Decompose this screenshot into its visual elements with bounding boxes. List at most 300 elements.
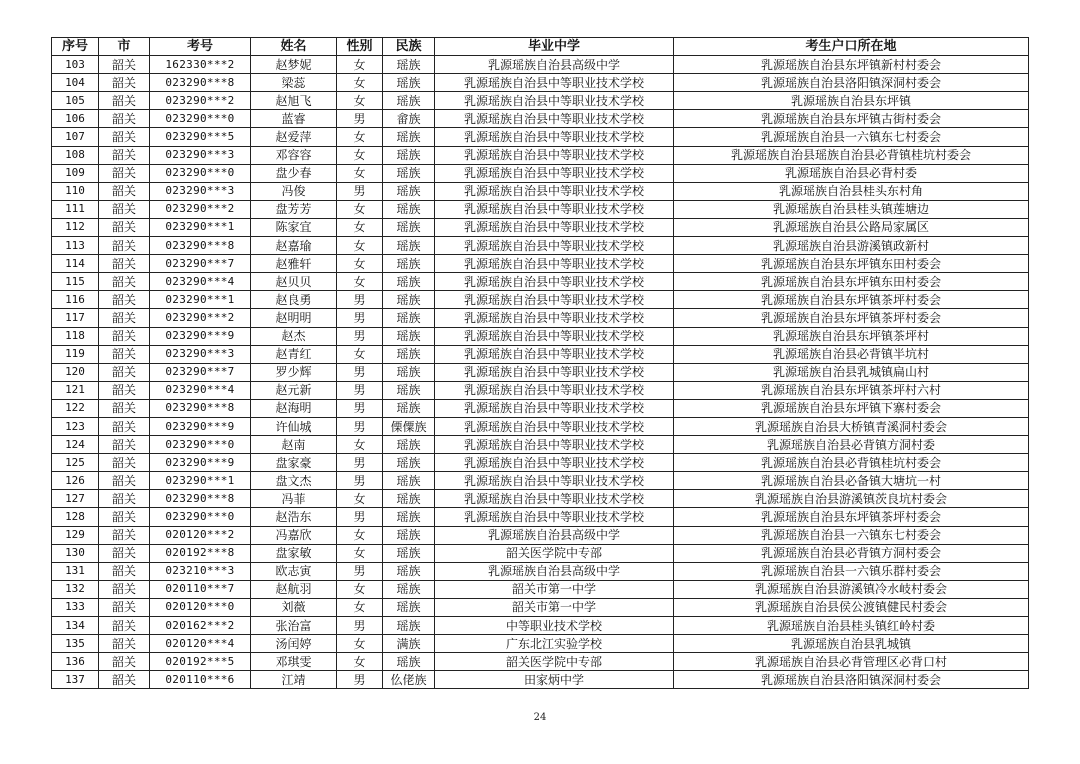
- cell-residence: 乳源瑶族自治县必背镇桂坑村委会: [674, 454, 1029, 472]
- cell-gender: 男: [337, 327, 383, 345]
- cell-gender: 女: [337, 490, 383, 508]
- cell-name: 罗少辉: [251, 363, 337, 381]
- cell-index: 111: [52, 200, 99, 218]
- cell-city: 韶关: [99, 164, 150, 182]
- cell-school: 乳源瑶族自治县高级中学: [435, 526, 674, 544]
- cell-city: 韶关: [99, 381, 150, 399]
- cell-gender: 女: [337, 255, 383, 273]
- table-row: [52, 635, 1029, 653]
- cell-residence: 乳源瑶族自治县一六镇东七村委会: [674, 526, 1029, 544]
- cell-city: 韶关: [99, 399, 150, 417]
- cell-school: 乳源瑶族自治县中等职业技术学校: [435, 291, 674, 309]
- cell-gender: 男: [337, 508, 383, 526]
- cell-residence: 乳源瑶族自治县桂头镇红岭村委: [674, 617, 1029, 635]
- cell-index: 126: [52, 472, 99, 490]
- cell-exam-id: 023290***2: [150, 200, 251, 218]
- cell-index: 121: [52, 381, 99, 399]
- cell-school: 乳源瑶族自治县中等职业技术学校: [435, 309, 674, 327]
- cell-city: 韶关: [99, 273, 150, 291]
- table-row: [52, 580, 1029, 598]
- cell-name: 蓝睿: [251, 110, 337, 128]
- cell-name: 盘芳芳: [251, 200, 337, 218]
- table-body: [52, 56, 1029, 689]
- cell-city: 韶关: [99, 562, 150, 580]
- table-row: [52, 291, 1029, 309]
- cell-city: 韶关: [99, 580, 150, 598]
- cell-gender: 女: [337, 164, 383, 182]
- cell-gender: 男: [337, 671, 383, 689]
- cell-school: 乳源瑶族自治县中等职业技术学校: [435, 218, 674, 236]
- cell-ethnicity: 瑶族: [383, 526, 435, 544]
- cell-city: 韶关: [99, 526, 150, 544]
- cell-residence: 乳源瑶族自治县东坪镇茶坪村委会: [674, 309, 1029, 327]
- cell-ethnicity: 瑶族: [383, 454, 435, 472]
- cell-ethnicity: 瑶族: [383, 255, 435, 273]
- cell-residence: 乳源瑶族自治县必背镇半坑村: [674, 345, 1029, 363]
- cell-index: 131: [52, 562, 99, 580]
- cell-residence: 乳源瑶族自治县游溪镇冷水岐村委会: [674, 580, 1029, 598]
- cell-residence: 乳源瑶族自治县大桥镇青溪洞村委会: [674, 417, 1029, 435]
- cell-exam-id: 162330***2: [150, 56, 251, 74]
- cell-ethnicity: 瑶族: [383, 273, 435, 291]
- cell-exam-id: 023290***3: [150, 146, 251, 164]
- cell-school: 乳源瑶族自治县中等职业技术学校: [435, 363, 674, 381]
- cell-ethnicity: 瑶族: [383, 128, 435, 146]
- cell-name: 赵嘉瑜: [251, 237, 337, 255]
- cell-name: 赵海明: [251, 399, 337, 417]
- cell-exam-id: 020162***2: [150, 617, 251, 635]
- cell-ethnicity: 满族: [383, 635, 435, 653]
- cell-ethnicity: 瑶族: [383, 580, 435, 598]
- cell-index: 113: [52, 237, 99, 255]
- cell-name: 赵旭飞: [251, 92, 337, 110]
- cell-ethnicity: 瑶族: [383, 562, 435, 580]
- cell-city: 韶关: [99, 92, 150, 110]
- cell-city: 韶关: [99, 345, 150, 363]
- cell-school: 韶关医学院中专部: [435, 544, 674, 562]
- cell-exam-id: 023290***2: [150, 92, 251, 110]
- cell-city: 韶关: [99, 309, 150, 327]
- cell-index: 106: [52, 110, 99, 128]
- cell-school: 乳源瑶族自治县中等职业技术学校: [435, 92, 674, 110]
- cell-exam-id: 023290***3: [150, 345, 251, 363]
- cell-school: 乳源瑶族自治县中等职业技术学校: [435, 436, 674, 454]
- cell-ethnicity: 瑶族: [383, 490, 435, 508]
- cell-ethnicity: 瑶族: [383, 182, 435, 200]
- cell-exam-id: 023290***0: [150, 110, 251, 128]
- cell-gender: 女: [337, 580, 383, 598]
- table-row: [52, 56, 1029, 74]
- cell-exam-id: 023290***9: [150, 327, 251, 345]
- cell-ethnicity: 瑶族: [383, 598, 435, 616]
- table-row: [52, 345, 1029, 363]
- table-row: [52, 598, 1029, 616]
- table-row: [52, 417, 1029, 435]
- table-row: [52, 363, 1029, 381]
- cell-gender: 女: [337, 635, 383, 653]
- cell-name: 赵梦妮: [251, 56, 337, 74]
- page-number: 24: [533, 712, 547, 723]
- cell-residence: 乳源瑶族自治县游溪镇茨良坑村委会: [674, 490, 1029, 508]
- cell-ethnicity: 瑶族: [383, 472, 435, 490]
- cell-index: 128: [52, 508, 99, 526]
- cell-name: 冯嘉欣: [251, 526, 337, 544]
- cell-ethnicity: 瑶族: [383, 237, 435, 255]
- cell-index: 110: [52, 182, 99, 200]
- cell-index: 117: [52, 309, 99, 327]
- cell-name: 冯俊: [251, 182, 337, 200]
- table-row: [52, 327, 1029, 345]
- cell-school: 乳源瑶族自治县中等职业技术学校: [435, 490, 674, 508]
- cell-school: 乳源瑶族自治县中等职业技术学校: [435, 327, 674, 345]
- cell-gender: 女: [337, 273, 383, 291]
- cell-ethnicity: 瑶族: [383, 200, 435, 218]
- cell-city: 韶关: [99, 146, 150, 164]
- cell-residence: 乳源瑶族自治县一六镇乐群村委会: [674, 562, 1029, 580]
- cell-city: 韶关: [99, 436, 150, 454]
- table-row: [52, 237, 1029, 255]
- cell-name: 赵元新: [251, 381, 337, 399]
- cell-school: 乳源瑶族自治县中等职业技术学校: [435, 417, 674, 435]
- cell-ethnicity: 瑶族: [383, 399, 435, 417]
- cell-residence: 乳源瑶族自治县必背镇方洞村委: [674, 436, 1029, 454]
- cell-index: 104: [52, 74, 99, 92]
- cell-school: 乳源瑶族自治县中等职业技术学校: [435, 399, 674, 417]
- cell-exam-id: 020120***2: [150, 526, 251, 544]
- cell-index: 127: [52, 490, 99, 508]
- table-row: [52, 128, 1029, 146]
- table-row: [52, 454, 1029, 472]
- cell-residence: 乳源瑶族自治县东坪镇: [674, 92, 1029, 110]
- cell-index: 119: [52, 345, 99, 363]
- cell-city: 韶关: [99, 544, 150, 562]
- cell-school: 乳源瑶族自治县中等职业技术学校: [435, 200, 674, 218]
- cell-ethnicity: 瑶族: [383, 146, 435, 164]
- cell-ethnicity: 瑶族: [383, 363, 435, 381]
- cell-residence: 乳源瑶族自治县桂头镇莲塘边: [674, 200, 1029, 218]
- cell-gender: 男: [337, 309, 383, 327]
- cell-residence: 乳源瑶族自治县游溪镇政新村: [674, 237, 1029, 255]
- cell-school: 广东北江实验学校: [435, 635, 674, 653]
- cell-ethnicity: 瑶族: [383, 381, 435, 399]
- cell-residence: 乳源瑶族自治县东坪镇东田村委会: [674, 273, 1029, 291]
- col-header-index: 序号: [52, 38, 99, 56]
- cell-residence: 乳源瑶族自治县桂头东村角: [674, 182, 1029, 200]
- cell-gender: 女: [337, 74, 383, 92]
- cell-gender: 女: [337, 345, 383, 363]
- cell-exam-id: 023290***7: [150, 255, 251, 273]
- cell-ethnicity: 瑶族: [383, 508, 435, 526]
- cell-name: 许仙城: [251, 417, 337, 435]
- cell-name: 邓琪雯: [251, 653, 337, 671]
- cell-city: 韶关: [99, 237, 150, 255]
- cell-gender: 女: [337, 56, 383, 74]
- table-row: [52, 273, 1029, 291]
- col-header-school: 毕业中学: [435, 38, 674, 56]
- cell-name: 冯菲: [251, 490, 337, 508]
- cell-index: 123: [52, 417, 99, 435]
- table-row: [52, 309, 1029, 327]
- cell-school: 乳源瑶族自治县中等职业技术学校: [435, 255, 674, 273]
- cell-residence: 乳源瑶族自治县一六镇东七村委会: [674, 128, 1029, 146]
- cell-city: 韶关: [99, 508, 150, 526]
- cell-city: 韶关: [99, 128, 150, 146]
- cell-exam-id: 023290***3: [150, 182, 251, 200]
- cell-residence: 乳源瑶族自治县东坪镇东田村委会: [674, 255, 1029, 273]
- cell-index: 130: [52, 544, 99, 562]
- cell-name: 汤闰婷: [251, 635, 337, 653]
- cell-residence: 乳源瑶族自治县乳城镇扁山村: [674, 363, 1029, 381]
- table-row: [52, 544, 1029, 562]
- cell-ethnicity: 瑶族: [383, 164, 435, 182]
- cell-residence: 乳源瑶族自治县东坪镇下寨村委会: [674, 399, 1029, 417]
- cell-exam-id: 023290***1: [150, 218, 251, 236]
- cell-index: 134: [52, 617, 99, 635]
- cell-ethnicity: 瑶族: [383, 436, 435, 454]
- cell-city: 韶关: [99, 490, 150, 508]
- cell-index: 109: [52, 164, 99, 182]
- cell-gender: 女: [337, 128, 383, 146]
- cell-gender: 男: [337, 417, 383, 435]
- table-row: [52, 146, 1029, 164]
- cell-exam-id: 023290***7: [150, 363, 251, 381]
- cell-name: 赵贝贝: [251, 273, 337, 291]
- cell-index: 137: [52, 671, 99, 689]
- cell-school: 乳源瑶族自治县中等职业技术学校: [435, 381, 674, 399]
- cell-exam-id: 023290***9: [150, 417, 251, 435]
- cell-exam-id: 023290***1: [150, 291, 251, 309]
- cell-residence: 乳源瑶族自治县东坪镇新村村委会: [674, 56, 1029, 74]
- cell-exam-id: 023290***0: [150, 164, 251, 182]
- cell-exam-id: 020120***0: [150, 598, 251, 616]
- cell-residence: 乳源瑶族自治县公路局家属区: [674, 218, 1029, 236]
- cell-city: 韶关: [99, 218, 150, 236]
- cell-exam-id: 023290***5: [150, 128, 251, 146]
- cell-name: 盘家敏: [251, 544, 337, 562]
- cell-ethnicity: 瑶族: [383, 653, 435, 671]
- cell-school: 乳源瑶族自治县中等职业技术学校: [435, 472, 674, 490]
- cell-index: 112: [52, 218, 99, 236]
- cell-name: 赵南: [251, 436, 337, 454]
- table-row: [52, 218, 1029, 236]
- cell-ethnicity: 瑶族: [383, 345, 435, 363]
- cell-city: 韶关: [99, 472, 150, 490]
- table-row: [52, 653, 1029, 671]
- table-row: [52, 508, 1029, 526]
- cell-index: 107: [52, 128, 99, 146]
- cell-index: 108: [52, 146, 99, 164]
- cell-index: 129: [52, 526, 99, 544]
- cell-name: 赵航羽: [251, 580, 337, 598]
- table-row: [52, 399, 1029, 417]
- cell-ethnicity: 瑶族: [383, 309, 435, 327]
- cell-exam-id: 023290***2: [150, 309, 251, 327]
- cell-index: 120: [52, 363, 99, 381]
- cell-exam-id: 023290***9: [150, 454, 251, 472]
- cell-gender: 男: [337, 381, 383, 399]
- table-row: [52, 490, 1029, 508]
- cell-exam-id: 023290***0: [150, 508, 251, 526]
- cell-gender: 男: [337, 454, 383, 472]
- cell-ethnicity: 畲族: [383, 110, 435, 128]
- table-header-row: [52, 38, 1029, 56]
- cell-city: 韶关: [99, 653, 150, 671]
- cell-school: 乳源瑶族自治县中等职业技术学校: [435, 110, 674, 128]
- cell-gender: 女: [337, 92, 383, 110]
- cell-gender: 女: [337, 436, 383, 454]
- cell-gender: 女: [337, 544, 383, 562]
- cell-residence: 乳源瑶族自治县必背村委: [674, 164, 1029, 182]
- cell-name: 陈家宜: [251, 218, 337, 236]
- cell-school: 乳源瑶族自治县中等职业技术学校: [435, 164, 674, 182]
- cell-gender: 男: [337, 291, 383, 309]
- cell-index: 103: [52, 56, 99, 74]
- cell-residence: 乳源瑶族自治县东坪镇茶坪村委会: [674, 291, 1029, 309]
- cell-gender: 男: [337, 363, 383, 381]
- cell-ethnicity: 瑶族: [383, 74, 435, 92]
- cell-index: 133: [52, 598, 99, 616]
- col-header-city: 市: [99, 38, 150, 56]
- cell-city: 韶关: [99, 110, 150, 128]
- cell-gender: 女: [337, 200, 383, 218]
- cell-exam-id: 023290***8: [150, 399, 251, 417]
- cell-name: 赵青红: [251, 345, 337, 363]
- cell-city: 韶关: [99, 255, 150, 273]
- cell-ethnicity: 瑶族: [383, 544, 435, 562]
- cell-name: 赵爱萍: [251, 128, 337, 146]
- cell-name: 赵浩东: [251, 508, 337, 526]
- cell-name: 梁蕊: [251, 74, 337, 92]
- cell-city: 韶关: [99, 454, 150, 472]
- cell-index: 105: [52, 92, 99, 110]
- cell-city: 韶关: [99, 327, 150, 345]
- cell-exam-id: 023290***0: [150, 436, 251, 454]
- student-table: [51, 37, 1029, 689]
- cell-ethnicity: 傈僳族: [383, 417, 435, 435]
- cell-gender: 女: [337, 146, 383, 164]
- cell-city: 韶关: [99, 617, 150, 635]
- cell-city: 韶关: [99, 635, 150, 653]
- cell-gender: 男: [337, 399, 383, 417]
- cell-ethnicity: 瑶族: [383, 327, 435, 345]
- cell-ethnicity: 瑶族: [383, 56, 435, 74]
- cell-gender: 男: [337, 472, 383, 490]
- cell-name: 盘少春: [251, 164, 337, 182]
- cell-residence: 乳源瑶族自治县必背管理区必背口村: [674, 653, 1029, 671]
- cell-residence: 乳源瑶族自治县东坪镇茶坪村六村: [674, 381, 1029, 399]
- cell-index: 115: [52, 273, 99, 291]
- table-row: [52, 74, 1029, 92]
- cell-exam-id: 023290***4: [150, 381, 251, 399]
- cell-name: 邓容容: [251, 146, 337, 164]
- cell-index: 136: [52, 653, 99, 671]
- table-row: [52, 182, 1029, 200]
- cell-index: 114: [52, 255, 99, 273]
- cell-residence: 乳源瑶族自治县洛阳镇深洞村委会: [674, 74, 1029, 92]
- cell-name: 欧志寅: [251, 562, 337, 580]
- cell-exam-id: 023290***4: [150, 273, 251, 291]
- cell-school: 乳源瑶族自治县中等职业技术学校: [435, 74, 674, 92]
- cell-city: 韶关: [99, 671, 150, 689]
- cell-residence: 乳源瑶族自治县必背镇方洞村委会: [674, 544, 1029, 562]
- table-row: [52, 472, 1029, 490]
- cell-school: 田家炳中学: [435, 671, 674, 689]
- cell-gender: 女: [337, 598, 383, 616]
- table-row: [52, 200, 1029, 218]
- cell-city: 韶关: [99, 182, 150, 200]
- cell-school: 乳源瑶族自治县高级中学: [435, 56, 674, 74]
- cell-school: 乳源瑶族自治县中等职业技术学校: [435, 345, 674, 363]
- cell-school: 乳源瑶族自治县中等职业技术学校: [435, 237, 674, 255]
- cell-exam-id: 023290***8: [150, 74, 251, 92]
- cell-school: 韶关市第一中学: [435, 598, 674, 616]
- col-header-exam-id: 考号: [150, 38, 251, 56]
- cell-ethnicity: 仫佬族: [383, 671, 435, 689]
- cell-exam-id: 020110***7: [150, 580, 251, 598]
- cell-city: 韶关: [99, 417, 150, 435]
- cell-name: 盘家豪: [251, 454, 337, 472]
- cell-exam-id: 023290***8: [150, 490, 251, 508]
- cell-residence: 乳源瑶族自治县乳城镇: [674, 635, 1029, 653]
- cell-residence: 乳源瑶族自治县东坪镇茶坪村: [674, 327, 1029, 345]
- cell-residence: 乳源瑶族自治县必备镇大塘坑一村: [674, 472, 1029, 490]
- cell-name: 江靖: [251, 671, 337, 689]
- cell-residence: 乳源瑶族自治县洛阳镇深洞村委会: [674, 671, 1029, 689]
- cell-ethnicity: 瑶族: [383, 291, 435, 309]
- cell-name: 张治富: [251, 617, 337, 635]
- table-row: [52, 164, 1029, 182]
- table-row: [52, 436, 1029, 454]
- cell-residence: 乳源瑶族自治县东坪镇古街村委会: [674, 110, 1029, 128]
- cell-index: 118: [52, 327, 99, 345]
- cell-gender: 女: [337, 237, 383, 255]
- cell-index: 116: [52, 291, 99, 309]
- cell-school: 乳源瑶族自治县中等职业技术学校: [435, 146, 674, 164]
- table-row: [52, 381, 1029, 399]
- cell-index: 122: [52, 399, 99, 417]
- cell-exam-id: 020110***6: [150, 671, 251, 689]
- cell-city: 韶关: [99, 56, 150, 74]
- cell-index: 124: [52, 436, 99, 454]
- cell-city: 韶关: [99, 74, 150, 92]
- cell-school: 韶关市第一中学: [435, 580, 674, 598]
- table-row: [52, 617, 1029, 635]
- cell-school: 乳源瑶族自治县高级中学: [435, 562, 674, 580]
- col-header-gender: 性别: [337, 38, 383, 56]
- cell-name: 赵雅轩: [251, 255, 337, 273]
- cell-city: 韶关: [99, 363, 150, 381]
- col-header-name: 姓名: [251, 38, 337, 56]
- cell-gender: 女: [337, 653, 383, 671]
- cell-name: 刘薇: [251, 598, 337, 616]
- cell-school: 乳源瑶族自治县中等职业技术学校: [435, 182, 674, 200]
- cell-name: 赵杰: [251, 327, 337, 345]
- cell-exam-id: 023210***3: [150, 562, 251, 580]
- cell-school: 乳源瑶族自治县中等职业技术学校: [435, 128, 674, 146]
- cell-residence: 乳源瑶族自治县侯公渡镇健民村委会: [674, 598, 1029, 616]
- table-row: [52, 255, 1029, 273]
- table-row: [52, 526, 1029, 544]
- table-row: [52, 562, 1029, 580]
- cell-city: 韶关: [99, 598, 150, 616]
- cell-name: 赵良勇: [251, 291, 337, 309]
- cell-ethnicity: 瑶族: [383, 92, 435, 110]
- cell-school: 中等职业技术学校: [435, 617, 674, 635]
- cell-exam-id: 023290***1: [150, 472, 251, 490]
- cell-residence: 乳源瑶族自治县瑶族自治县必背镇桂坑村委会: [674, 146, 1029, 164]
- cell-index: 125: [52, 454, 99, 472]
- cell-gender: 男: [337, 617, 383, 635]
